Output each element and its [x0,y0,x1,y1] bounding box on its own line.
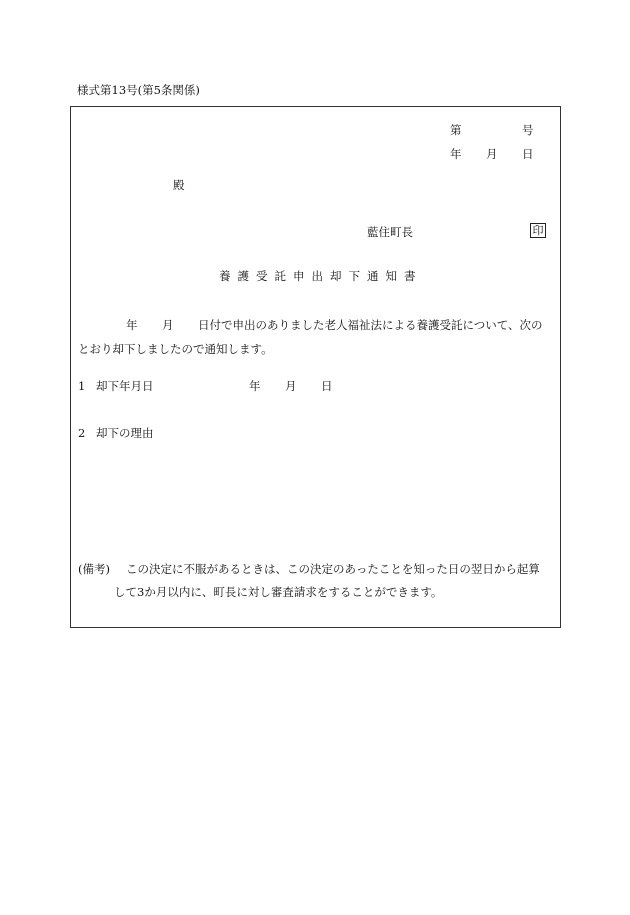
item-1-label: 却下年月日 [96,379,154,393]
item-1-month: 月 [285,379,297,393]
body-year: 年 [126,318,138,332]
item-1-number: 1 [78,379,86,393]
remarks-label: (備考) [78,562,110,576]
item-2-number: 2 [78,426,86,440]
date-month: 月 [486,147,498,161]
item-1-year: 年 [249,379,261,393]
item-1-day: 日 [321,379,333,393]
addressee-honorific: 殿 [173,178,185,192]
form-label: 様式第13号(第5条関係) [77,83,200,97]
remarks-line-2: して3か月以内に、町長に対し審査請求をすることができます。 [114,585,443,599]
body-line-1: 日付で申出のありました老人福祉法による養護受託について、次の [198,318,543,332]
document-title: 養護受託申出却下通知書 [219,269,423,283]
seal-mark: 印 [530,223,546,238]
body-month: 月 [162,318,174,332]
notice-frame [70,106,561,628]
number-suffix: 号 [522,123,534,137]
body-line-2: とおり却下しましたので通知します。 [78,342,273,356]
date-year: 年 [450,147,462,161]
remarks-line-1: この決定に不服があるときは、この決定のあったことを知った日の翌日から起算 [126,562,540,576]
item-2-label: 却下の理由 [96,426,154,440]
number-prefix: 第 [450,123,462,137]
sender-title: 藍住町長 [367,225,413,239]
date-day: 日 [522,147,534,161]
